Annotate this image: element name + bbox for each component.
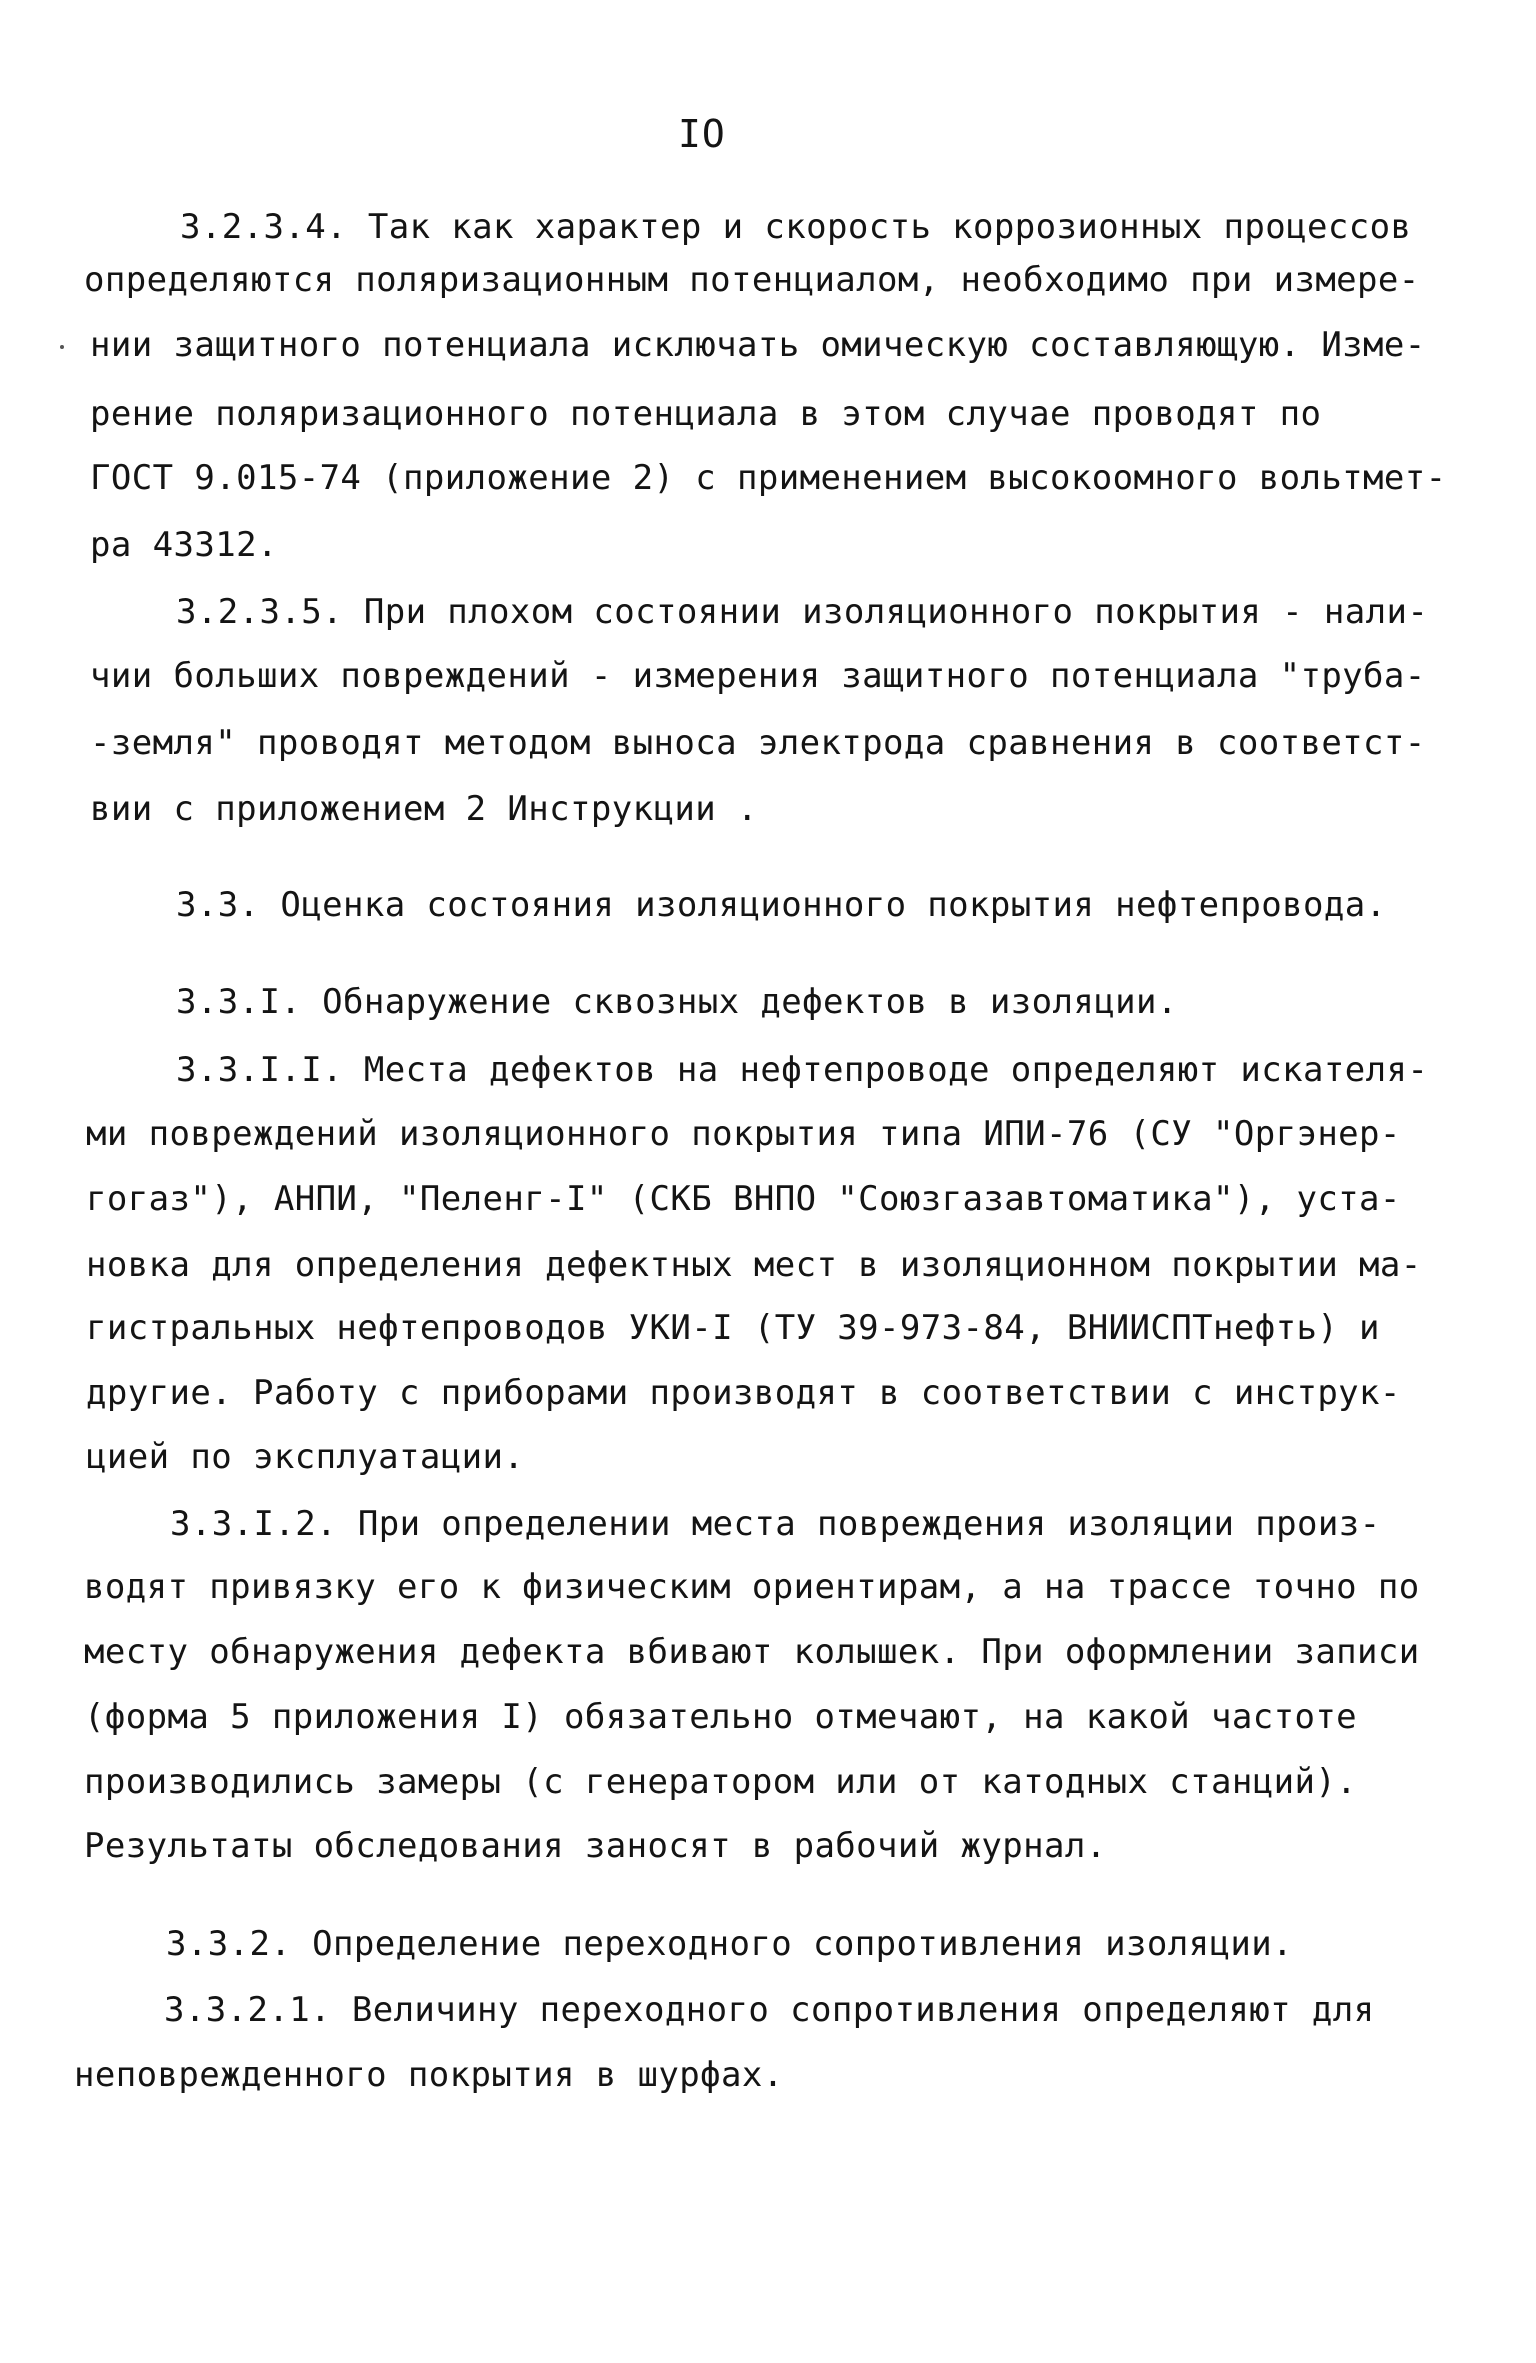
text-line: рение поляризационного потенциала в этом случае проводят по — [90, 394, 1322, 434]
text-line: ра 43312. — [90, 525, 278, 565]
text-line: ГОСТ 9.015-74 (приложение 2) с применением высокоомного вольтмет- — [90, 458, 1447, 498]
text-line: нии защитного потенциала исключать омическую составляющую. Изме- — [90, 325, 1426, 365]
text-line: месту обнаружения дефекта вбивают колышек. При оформлении записи — [84, 1632, 1420, 1672]
text-line: определяются поляризационным потенциалом, необходимо при измере- — [84, 260, 1420, 300]
text-line: водят привязку его к физическим ориентирам, а на трассе точно по — [84, 1567, 1420, 1607]
text-line: вии с приложением 2 Инструкции . — [90, 789, 758, 829]
text-line: 3.3.I.I. Места дефектов на нефтепроводе определяют искателя- — [176, 1050, 1429, 1090]
text-line: неповрежденного покрытия в шурфах. — [74, 2055, 784, 2095]
text-line: гогаз"), АНПИ, "Пеленг-I" (СКБ ВНПО "Союзгазавтоматика"), уста- — [86, 1179, 1401, 1219]
subsection-heading: 3.3.I. Обнаружение сквозных дефектов в изоляции. — [176, 982, 1178, 1022]
subsection-heading: 3.3.2. Определение переходного сопротивления изоляции. — [166, 1924, 1293, 1964]
text-line: гистральных нефтепроводов УКИ-I (ТУ 39-973-84, ВНИИСПТнефть) и — [86, 1308, 1380, 1348]
text-line: новка для определения дефектных мест в изоляционном покрытии ма- — [86, 1245, 1422, 1285]
text-line: чии больших повреждений - измерения защитного потенциала "труба- — [90, 656, 1426, 696]
text-line: цией по эксплуатации. — [86, 1437, 525, 1477]
text-line: 3.2.3.5. При плохом состоянии изоляционного покрытия - нали- — [176, 592, 1429, 632]
text-line: 3.3.I.2. При определении места повреждения изоляции произ- — [170, 1504, 1381, 1544]
text-line: Результаты обследования заносят в рабочий журнал. — [84, 1826, 1107, 1866]
text-line: 3.2.3.4. Так как характер и скорость коррозионных процессов — [180, 207, 1412, 247]
text-line: -земля" проводят методом выноса электрода сравнения в соответст- — [90, 723, 1426, 763]
page-number: IO — [678, 112, 726, 156]
text-line: производились замеры (с генератором или от катодных станций). — [84, 1762, 1358, 1802]
text-line: (форма 5 приложения I) обязательно отмечают, на какой частоте — [84, 1697, 1358, 1737]
text-line: ми повреждений изоляционного покрытия типа ИПИ-76 (СУ "Оргэнер- — [86, 1114, 1401, 1154]
margin-mark — [60, 345, 64, 349]
section-heading: 3.3. Оценка состояния изоляционного покрытия нефтепровода. — [176, 885, 1387, 925]
text-line: 3.3.2.1. Величину переходного сопротивления определяют для — [164, 1990, 1375, 2030]
text-line: другие. Работу с приборами производят в соответствии с инструк- — [86, 1373, 1401, 1413]
